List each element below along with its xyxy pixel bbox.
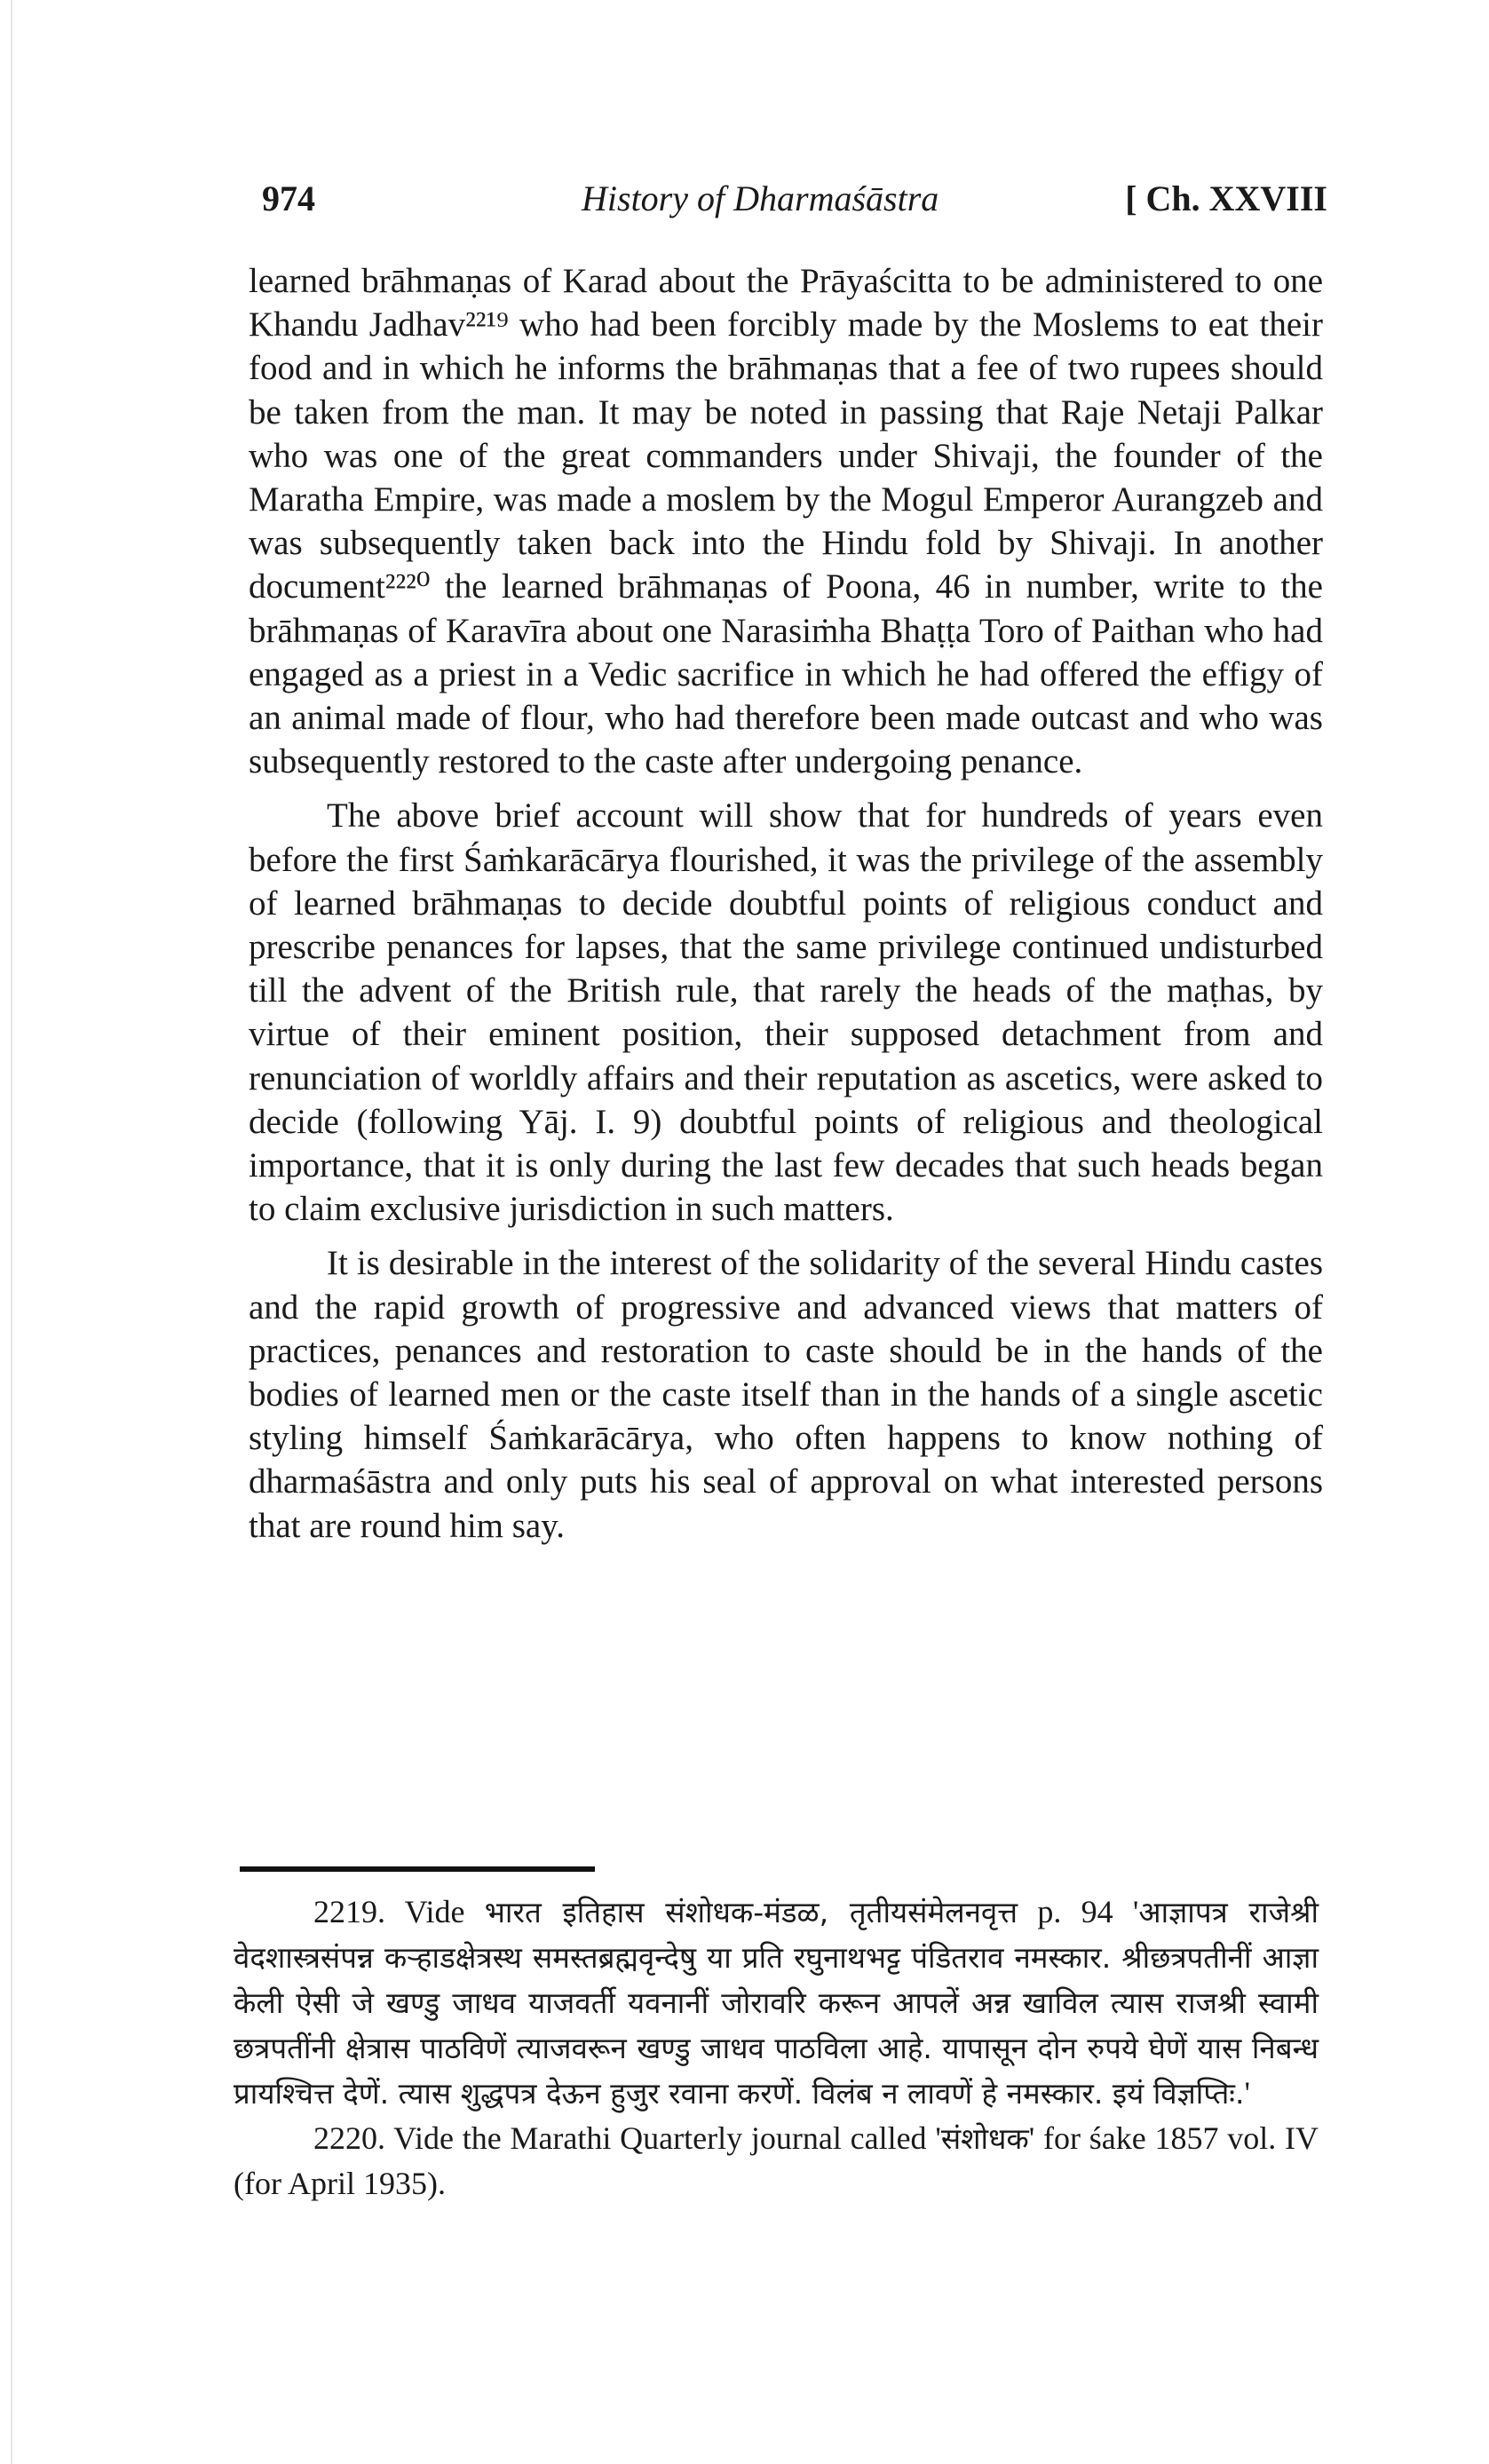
footnote-2220	[234, 2116, 1319, 2206]
footnote-2219	[234, 1890, 1319, 2116]
paragraph-2: The above brief account will show that for hundreds of years even before the first Śaṁkarācārya flourished, it was the privilege of the assembly of learned brāhmaṇas to decide doubtful points of religious conduct and prescribe penances for lapses, that the same privilege continued undisturbed till the advent of the British rule, that rarely the heads of the maṭhas, by virtue of their eminent position, their supposed detachment from and renunciation of worldly affairs and their reputation as ascetics, were asked to decide (following Yāj. I. 9) doubtful points of religious and theological importance, that it is only during the last few decades that such heads began to claim exclusive jurisdiction in such matters.	[249, 796, 1323, 1229]
footnote-2219-intro: 2219. Vide	[313, 1894, 485, 1929]
footnote-2219-page: p. 94 '	[1018, 1894, 1139, 1929]
footnote-separator	[240, 1866, 595, 1872]
footnote-2220-journal: संशोधक	[940, 2121, 1029, 2156]
chapter-label: [ Ch. XXVIII	[1125, 178, 1327, 218]
main-text	[249, 259, 1323, 1548]
footnote-2220-pre: 2220. Vide the Marathi Quarterly journal called '	[313, 2120, 941, 2156]
paragraph-1: learned brāhmaṇas of Karad about the Prāyaścitta to be administered to one Khandu Jadhav²²¹⁹ who had been forcibly made by the Moslems to eat their food and in which he informs the brāhmaṇas that a fee of two rupees should be taken from the man. It may be noted in passing that Raje Netaji Palkar who was one of the great commanders under Shivaji, the founder of the Maratha Empire, was made a moslem by the Mogul Emperor Aurangzeb and was subsequently taken back into the Hindu fold by Shivaji. In another document²²²⁰ the learned brāhmaṇas of Poona, 46 in number, write to the brāhmaṇas of Karavīra about one Narasiṁha Bhaṭṭa Toro of Paithan who had engaged as a priest in a Vedic sacrifice in which he had offered the effigy of an animal made of flour, who had therefore been made outcast and who was subsequently restored to the caste after undergoing penance.	[249, 262, 1323, 781]
footnote-2219-source: भारत इतिहास संशोधक-मंडळ, तृतीयसंमेलनवृत्त	[484, 1895, 1018, 1929]
footnote-2219-close: '	[1244, 2075, 1250, 2111]
running-title: History of Dharmaśāstra	[582, 178, 939, 218]
footnotes	[234, 1890, 1319, 2206]
scan-edge-line	[11, 0, 12, 2464]
paragraph-3: It is desirable in the interest of the solidarity of the several Hindu castes and the rapid growth of progressive and advanced views that matters of practices, penances and restoration to caste should be in the hands of the bodies of learned men or the caste itself than in the hands of a single ascetic styling himself Śaṁkarācārya, who often happens to know nothing of dharmaśāstra and only puts his seal of approval on what interested persons that are round him say.	[249, 1244, 1323, 1545]
footnote-2220-post: ' for śake 1857 vol. IV (for April 1935).	[234, 2120, 1319, 2201]
page-number: 974	[262, 178, 315, 218]
footnote-2219-quote: आज्ञापत्र राजेश्री वेदशास्त्रसंपन्न कऱ्हाडक्षेत्रस्थ समस्तब्रह्मवृन्देषु या प्रति रघुनाथभट्ट पंडितराव नमस्कार. श्रीछत्रपतीनीं आज्ञा केली ऐसी जे खण्डु जाधव याजवर्ती यवनानीं जोरावरि करून आपलें अन्न खाविल त्यास राजश्री स्वामी छत्रपतींनी क्षेत्रास पाठविणें त्याजवरून खण्डु जाधव पाठविला आहे. यापासून दोन रुपये घेणें यास निबन्ध प्रायश्चित्त देणें. त्यास शुद्धपत्र देऊन हुजुर रवाना करणें. विलंब न लावणें हे नमस्कार. इयं विज्ञप्तिः.	[234, 1895, 1319, 2111]
page-header	[262, 178, 1327, 231]
